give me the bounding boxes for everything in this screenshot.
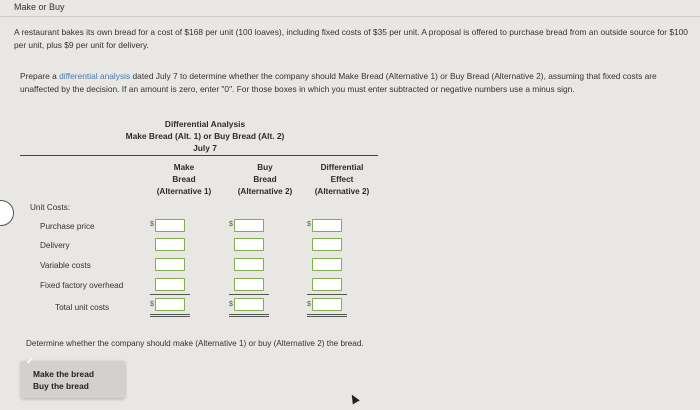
column-header-make (143, 162, 225, 198)
decision-dropdown[interactable] (21, 361, 125, 398)
instructions-after: dated July 7 to determine whether the company should Make Bread (Alternative 1) or Buy Bread (Alternative 2), assuming that fixed costs are unaffected by the decision. If an amount is zero, enter "0". For those boxes in which you must enter subtracted or negative numbers use a minus sign. (20, 71, 657, 94)
dropdown-option-buy[interactable]: Buy the bread (33, 381, 89, 391)
input-make-fixed-overhead[interactable] (155, 278, 185, 291)
input-buy-total[interactable] (234, 298, 264, 311)
input-make-variable-costs[interactable] (155, 258, 185, 271)
decision-question: Determine whether the company should make (Alternative 1) or buy (Alternative 2) the bread. (26, 339, 364, 348)
column-double-rule (307, 314, 347, 315)
col-make-line2: Bread (172, 175, 196, 184)
column-double-rule (229, 316, 269, 317)
dollar-sign: $ (150, 301, 154, 308)
mouse-cursor-icon (348, 393, 359, 405)
step-indicator (0, 200, 14, 226)
column-double-rule (307, 316, 347, 317)
col-diff-line2: Effect (330, 175, 354, 184)
analysis-heading: Differential Analysis (164, 119, 246, 129)
col-buy-line1: Buy (257, 163, 273, 172)
col-make-line3: (Alternative 1) (156, 187, 212, 196)
input-make-total[interactable] (155, 298, 185, 311)
instructions (20, 70, 690, 95)
row-label-total-unit-costs: Total unit costs (55, 303, 110, 312)
input-diff-variable-costs[interactable] (312, 258, 342, 271)
column-total-rule (150, 294, 190, 295)
check-icon: ✓ (26, 356, 34, 366)
header-rule (20, 155, 378, 156)
dropdown-option-make[interactable]: Make the bread (33, 369, 94, 379)
column-double-rule (150, 314, 190, 315)
dollar-sign: $ (229, 221, 233, 228)
column-double-rule (229, 314, 269, 315)
unit-costs-label: Unit Costs: (30, 203, 71, 212)
analysis-subheading: Make Bread (Alt. 1) or Buy Bread (Alt. 2) (125, 131, 285, 141)
input-buy-fixed-overhead[interactable] (234, 278, 264, 291)
dollar-sign: $ (229, 301, 233, 308)
page-title: Make or Buy (14, 2, 65, 12)
column-header-differential (300, 162, 384, 198)
col-diff-line1: Differential (320, 163, 364, 172)
input-make-purchase-price[interactable] (155, 219, 185, 232)
input-make-delivery[interactable] (155, 238, 185, 251)
input-buy-purchase-price[interactable] (234, 219, 264, 232)
col-diff-line3: (Alternative 2) (314, 187, 370, 196)
input-buy-variable-costs[interactable] (234, 258, 264, 271)
row-label-purchase-price: Purchase price (40, 222, 95, 231)
dollar-sign: $ (150, 221, 154, 228)
input-diff-fixed-overhead[interactable] (312, 278, 342, 291)
problem-text: A restaurant bakes its own bread for a cost of $168 per unit (100 loaves), including fixed costs of $35 per unit. A proposal is offered to purchase bread from an outside source for $100 per unit, plus $9 per unit for delivery. (14, 27, 688, 50)
input-buy-delivery[interactable] (234, 238, 264, 251)
input-diff-delivery[interactable] (312, 238, 342, 251)
dollar-sign: $ (307, 221, 311, 228)
col-buy-line2: Bread (253, 175, 277, 184)
input-diff-purchase-price[interactable] (312, 219, 342, 232)
instructions-before: Prepare a (20, 71, 60, 81)
column-header-buy (224, 162, 306, 198)
dollar-sign: $ (307, 301, 311, 308)
header-divider (0, 16, 700, 17)
col-buy-line3: (Alternative 2) (237, 187, 293, 196)
row-label-delivery: Delivery (40, 241, 70, 250)
analysis-date: July 7 (193, 143, 217, 153)
column-double-rule (150, 316, 190, 317)
row-label-fixed-factory-overhead: Fixed factory overhead (40, 281, 124, 290)
column-total-rule (307, 294, 347, 295)
column-total-rule (229, 294, 269, 295)
input-diff-total[interactable] (312, 298, 342, 311)
differential-analysis-link[interactable]: differential analysis (59, 71, 131, 81)
row-label-variable-costs: Variable costs (40, 261, 91, 270)
col-make-line1: Make (173, 163, 195, 172)
